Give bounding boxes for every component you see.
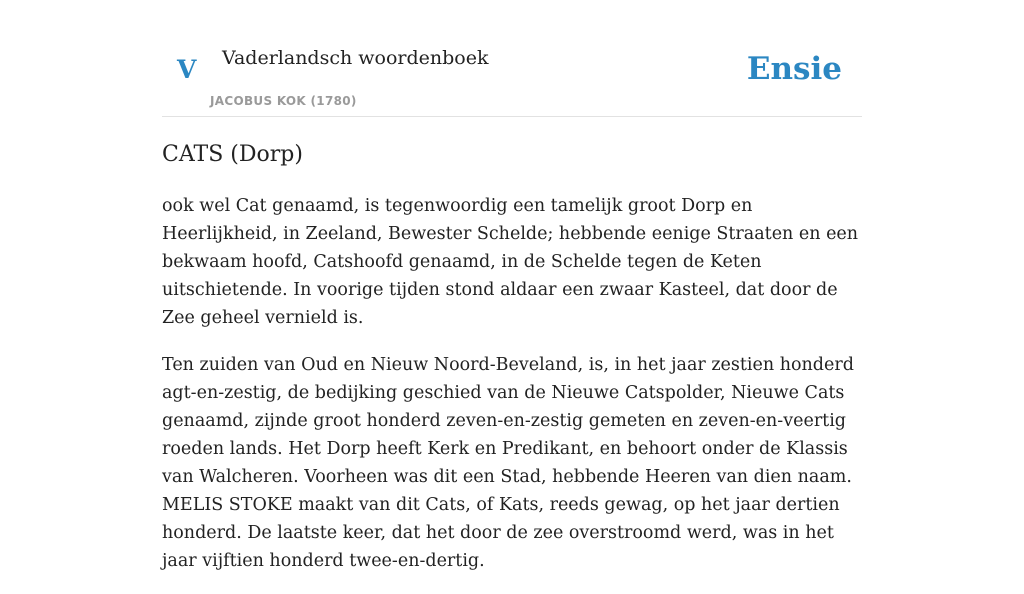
letter-badge[interactable]: V [177,55,197,84]
book-title-link[interactable]: Vaderlandsch woordenboek [222,47,489,69]
entry-paragraph: Ten zuiden van Oud en Nieuw Noord-Beveland, is, in het jaar zestien honderd agt-en-zestig, de bedijking geschied van de Nieuwe Catspolder, Nieuwe Cats genaamd, zijnde groot honderd zeven-en-zestig gemeten en zeven-en-veertig roeden lands. Het Dorp heeft Kerk en Predikant, en behoort onder de Klassis van Walcheren. Voorheen was dit een Stad, hebbende Heeren van dien naam. MELIS STOKE maakt van dit Cats, of Kats, reeds gewag, op het jaar dertien honderd. De laatste keer, dat het door de zee overstroomd werd, was in het jaar vijftien honderd twee-en-dertig. [162,355,854,571]
entry-content [162,192,866,594]
entry-paragraph: ook wel Cat genaamd, is tegenwoordig een tamelijk groot Dorp en Heerlijkheid, in Zeeland, Bewester Schelde; hebbende eenige Straaten en een bekwaam hoofd, Catshoofd genaamd, in de Schelde tegen de Keten uitschietende. In voorige tijden stond aldaar een zwaar Kasteel, dat door de Zee geheel vernield is. [162,196,859,328]
entry-title: CATS (Dorp) [162,142,303,167]
author-label: JACOBUS KOK (1780) [210,94,357,108]
header [162,0,862,117]
ensie-logo-link[interactable]: Ensie [746,51,842,87]
